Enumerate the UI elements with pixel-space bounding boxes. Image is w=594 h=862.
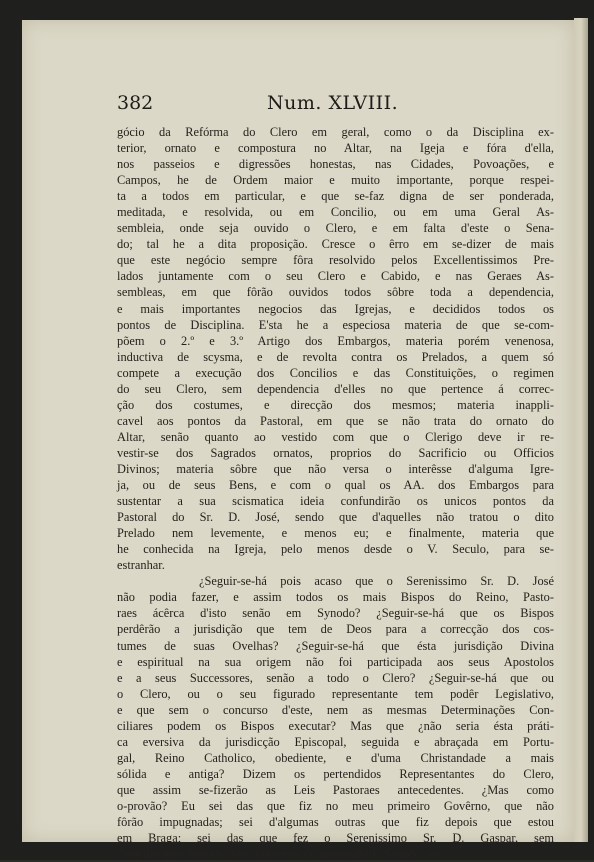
body-text <box>117 124 554 862</box>
paragraph <box>117 573 554 862</box>
text-line: gócio da Refórma do Clero em geral, como o da Disciplina ex- <box>117 125 554 139</box>
text-line: e que sem o concurso d'este, nem as mesmas Determinações Con- <box>117 702 554 717</box>
text-line: Prelado nem levemente, e menos eu; e finalmente, materia que <box>117 526 554 541</box>
text-line: em Braga; sei das que fez o Serenissimo Sr. D. Gaspar, sem <box>117 831 554 846</box>
text-line: fôrão impugnadas; sei d'algumas outras que fiz depois que estou <box>117 815 554 830</box>
text-line: põem o 2.º e 3.º Artigo dos Embargos, materia porém venenosa, <box>117 333 554 348</box>
text-line: inductiva de scysma, e de revolta contra os Prelados, a quem só <box>117 349 554 364</box>
paragraph <box>117 124 554 573</box>
text-line: ção dos costumes, e direcção dos mesmos; materia inappli- <box>117 397 554 412</box>
page-edge <box>574 18 588 842</box>
page-number: 382 <box>117 92 154 114</box>
text-line: ta a todos em particular, e que se-faz digna de ser ponderada, <box>117 189 554 204</box>
text-line: Concilio nem Synodo, nem consenso do denominado Senado: sei <box>117 847 441 862</box>
text-line: ja, ou de seus Bens, e com o qual os AA. dos Embargos para <box>117 478 554 493</box>
text-line: que assim se-fizerão as Leis Pastoraes antecedentes. ¿Mas como <box>117 782 554 797</box>
text-line: ca eversiva da jurisdicção Episcopal, seguida e abraçada em Portu- <box>117 734 554 749</box>
text-line: vestir-se dos Sagrados ornatos, proprios do Sacrificio ou Officios <box>117 445 554 460</box>
text-line: perdêrão a jurisdição que tem de Deos para a correcção dos cos- <box>117 622 554 637</box>
text-line: e espiritual na sua origem não foi participada aos seus Apostolos <box>117 654 554 669</box>
text-line: e mais importantes negocios das Igrejas, e decididos todos os <box>117 301 554 316</box>
text-line: o-provão? Eu sei das que fiz no meu primeiro Govêrno, que não <box>117 798 554 813</box>
text-line: do seu Clero, sem dependencia d'elles no que pertence á correc- <box>117 381 554 396</box>
text-line: Divinos; materia sôbre que não versa o interêsse d'alguma Igre- <box>117 461 554 476</box>
text-line: meditada, e resolvida, ou em Concilio, ou em uma Geral As- <box>117 205 554 220</box>
text-line: pontos de Disciplina. E'sta he a especiosa materia de que se-com- <box>117 317 554 332</box>
running-head: Num. XLVIII. <box>267 92 399 114</box>
text-line: e a seus Successores, senão a todo o Clero? ¿Seguir-se-há que ou <box>117 670 554 685</box>
text-line: o Clero, ou o seu figurado representante tem podêr Legislativo, <box>117 686 554 701</box>
text-line: terior, ornato e compostura no Altar, na Igeja e fóra d'ella, <box>117 141 554 156</box>
text-line: sembleia, onde seja ouvido o Clero, e em falta d'este o Sena- <box>117 221 554 236</box>
text-line: nos passeios e digressões honestas, nas Cidades, Povoações, e <box>117 157 554 172</box>
text-line: Altar, senão quanto ao vestido com que o Clerigo deve ir re- <box>117 429 554 444</box>
text-line: raes ácêrca d'isto senão em Synodo? ¿Seguir-se-há que os Bispos <box>117 606 554 621</box>
text-line: estranhar. <box>117 558 165 573</box>
text-line: tumes de suas Ovelhas? ¿Seguir-se-há que ésta jurisdição Divina <box>117 638 554 653</box>
text-line: sustentar a sua scismatica ideia confundirão os unicos pontos da <box>117 494 554 509</box>
text-line: do; tal he a dita proposição. Cresce o êrro em se-dizer de mais <box>117 237 554 252</box>
text-line: Pastoral do Sr. D. José, sendo que d'aquelles não tratou o dito <box>117 510 554 525</box>
text-line: gal, Reino Catholico, obediente, e d'uma Christandade a mais <box>117 750 554 765</box>
text-line: compete a execução dos Concilios e das Constituições, o regimen <box>117 365 554 380</box>
text-line: não podia fazer, e assim todos os mais Bispos do Reino, Pasto- <box>117 590 554 605</box>
text-line: que este negócio sempre fôra resolvido pelos Excellentissimos Pre- <box>117 253 554 268</box>
text-line: sólida e antiga? Dizem os pertendidos Representantes do Clero, <box>117 766 554 781</box>
text-line: sembleas, em que fôrão ouvidos todos sôbre toda a dependencia, <box>117 285 554 300</box>
text-line: lados juntamente com o seu Clero e Cabido, e nas Geraes As- <box>117 269 554 284</box>
text-line: ciliares podem os Bispos executar? Mas que ¿não seria ésta práti- <box>117 718 554 733</box>
text-line: cavel aos pontos da Pastoral, em que se não trata do ornato do <box>117 413 554 428</box>
text-line: Campos, he de Ordem maior e muito importante, porque respei- <box>117 173 554 188</box>
text-line: he conhecida na Igreja, pelo menos desde o V. Seculo, para se- <box>117 542 554 557</box>
page-header <box>117 92 557 116</box>
text-line: ¿Seguir-se-há pois acaso que o Serenissimo Sr. D. José <box>199 574 554 589</box>
